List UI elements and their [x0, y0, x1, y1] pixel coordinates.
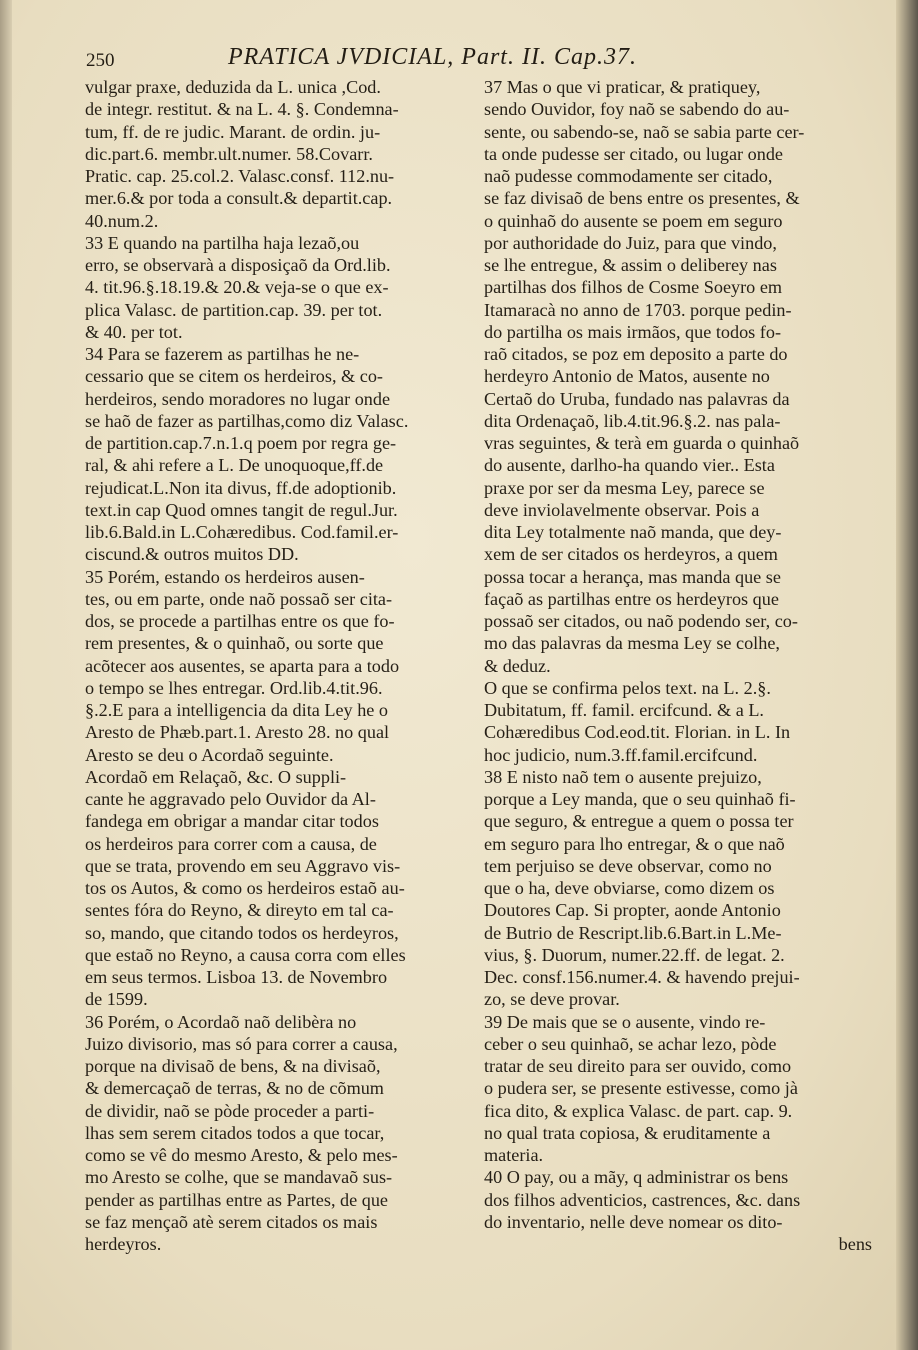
- text-line: os herdeiros para correr com a causa, de: [85, 833, 377, 854]
- text-line: vius, §. Duorum, numer.22.ff. de legat. 2.: [484, 944, 785, 965]
- text-line: de Butrio de Rescript.lib.6.Bart.in L.Me-: [484, 922, 782, 943]
- text-line: fica dito, & explica Valasc. de part. cap. 9.: [484, 1100, 793, 1121]
- text-line: ta onde pudesse ser citado, ou lugar onde: [484, 143, 783, 164]
- text-line: de integr. restitut. & na L. 4. §. Condemna-: [85, 99, 399, 120]
- text-line: ral, & ahi refere a L. De unoquoque,ff.de: [85, 455, 384, 476]
- text-line: dos filhos adventicios, castrences, &c. dans: [484, 1189, 801, 1210]
- text-line: Pratic. cap. 25.col.2. Valasc.consf. 112.nu-: [85, 166, 395, 186]
- text-line: se faz mençaõ atè serem citados os mais: [85, 1211, 378, 1232]
- text-line: 38 E nisto naõ tem o ausente prejuizo,: [484, 766, 762, 787]
- text-line: herdeyro Antonio de Matos, ausente no: [484, 366, 770, 387]
- text-line: tes, ou em parte, onde naõ possaõ ser cita-: [85, 588, 393, 609]
- page-number: 250: [86, 50, 115, 71]
- text-line: pender as partilhas entre as Partes, de que: [85, 1189, 389, 1210]
- text-line: §.2.E para a intelligencia da dita Ley he o: [85, 700, 388, 720]
- text-line: Aresto de Phæb.part.1. Aresto 28. no qual: [85, 722, 390, 743]
- text-line: rejudicat.L.Non ita divus, ff.de adoptionib.: [85, 477, 397, 498]
- text-line: lib.6.Bald.in L.Cohæredibus. Cod.famil.er-: [85, 522, 399, 542]
- text-line: O que se confirma pelos text. na L. 2.§.: [484, 677, 771, 698]
- text-line: do ausente, darlho-ha quando vier.. Esta: [484, 455, 775, 476]
- text-line: dic.part.6. membr.ult.numer. 58.Covarr.: [85, 143, 373, 164]
- text-line: 37 Mas o que vi praticar, & pratiquey,: [484, 77, 761, 97]
- text-line: tos os Autos, & como os herdeiros estaõ au-: [85, 878, 405, 898]
- text-line: do inventario, nelle deve nomear os dito-: [484, 1211, 783, 1232]
- text-line: erro, se observarà a disposiçaõ da Ord.lib.: [85, 255, 391, 275]
- text-line: bens: [838, 1234, 872, 1254]
- text-line: deve inviolavelmente observar. Pois a: [484, 499, 760, 520]
- text-line: Juizo divisorio, mas só para correr a causa,: [85, 1033, 398, 1054]
- text-line: Cohæredibus Cod.eod.tit. Florian. in L. In: [484, 722, 791, 743]
- text-line: mer.6.& por toda a consult.& departit.cap.: [85, 188, 393, 209]
- text-line: sente, ou sabendo-se, naõ se sabia parte cer-: [484, 121, 805, 142]
- text-line: 4. tit.96.§.18.19.& 20.& veja-se o que ex-: [85, 277, 389, 298]
- text-line: 35 Porém, estando os herdeiros ausen-: [85, 566, 365, 587]
- text-line: de 1599.: [85, 989, 148, 1010]
- text-line: plica Valasc. de partition.cap. 39. per tot.: [85, 299, 383, 320]
- text-line: que seguro, & entregue a quem o possa ter: [484, 811, 794, 832]
- text-line: & demercaçaõ de terras, & no de cõmum: [85, 1078, 384, 1099]
- text-line: raõ citados, se poz em deposito a parte do: [484, 344, 788, 364]
- text-line: possaõ ser citados, ou naõ podendo ser, co-: [484, 611, 798, 631]
- text-line: 33 E quando na partilha haja lezaõ,ou: [85, 232, 360, 253]
- text-line: Doutores Cap. Si propter, aonde Antonio: [484, 900, 781, 921]
- text-line: zo, se deve provar.: [484, 989, 620, 1010]
- text-line: partilhas dos filhos de Cosme Soeyro em: [484, 277, 783, 298]
- text-line: sendo Ouvidor, foy naõ se sabendo do au-: [484, 99, 790, 120]
- text-line: ceber o seu quinhaõ, se achar lezo, pòde: [484, 1033, 777, 1054]
- text-line: se lhe entregue, & assim o deliberey nas: [484, 255, 777, 275]
- text-line: vras seguintes, & terà em guarda o quinhaõ: [484, 433, 800, 453]
- text-line: & 40. per tot.: [85, 321, 183, 342]
- text-line: o quinhaõ do ausente se poem em seguro: [484, 210, 783, 231]
- text-line: Dubitatum, ff. famil. ercifcund. & a L.: [484, 700, 764, 720]
- text-line: se haõ de fazer as partilhas,como diz Valasc.: [85, 410, 409, 431]
- text-line: Aresto se deu o Acordaõ seguinte.: [85, 744, 334, 765]
- text-line: ciscund.& outros muitos DD.: [85, 544, 299, 565]
- page-edge: [896, 0, 918, 1350]
- text-line: so, mando, que citando todos os herdeyros,: [85, 922, 399, 943]
- text-line: tum, ff. de re judic. Marant. de ordin. ju-: [85, 121, 381, 142]
- text-line: que estaõ no Reyno, a causa corra com elles: [85, 944, 406, 965]
- text-line: lhas sem serem citados todos a que tocar,: [85, 1122, 385, 1143]
- text-line: herdeiros, sendo moradores no lugar onde: [85, 388, 391, 409]
- text-line: fandega em obrigar a mandar citar todos: [85, 811, 379, 832]
- text-line: 34 Para se fazerem as partilhas he ne-: [85, 344, 360, 364]
- text-line: 40.num.2.: [85, 210, 159, 231]
- text-line: porque a Ley manda, que o seu quinhaõ fi-: [484, 789, 796, 809]
- text-line: dos, se procede a partilhas entre os que fo-: [85, 611, 395, 631]
- text-line: possa tocar a herança, mas manda que se: [484, 566, 781, 587]
- text-line: façaõ as partilhas entre os herdeyros que: [484, 588, 779, 609]
- text-line: praxe por ser da mesma Ley, parece se: [484, 477, 765, 498]
- text-line: como se vê do mesmo Aresto, & pelo mes-: [85, 1145, 398, 1165]
- text-line: sentes fóra do Reyno, & direyto em tal ca-: [85, 900, 394, 921]
- running-title: PRATICA JVDICIAL, Part. II. Cap.37.: [228, 44, 637, 70]
- text-line: porque na divisaõ de bens, & na divisaõ,: [85, 1056, 381, 1076]
- text-line: & deduz.: [484, 655, 551, 676]
- text-line: rem presentes, & o quinhaõ, ou sorte que: [85, 633, 384, 654]
- text-line: de partition.cap.7.n.1.q poem por regra ge-: [85, 433, 397, 453]
- text-line: xem de ser citados os herdeyros, a quem: [484, 544, 778, 565]
- text-line: mo Aresto se colhe, que se mandavaõ sus-: [85, 1167, 393, 1188]
- text-line: em seus termos. Lisboa 13. de Novembro: [85, 967, 388, 987]
- text-line: tem perjuiso se deve observar, como no: [484, 855, 772, 876]
- text-line: tratar de seu direito para ser ouvido, como: [484, 1056, 792, 1076]
- text-line: que se trata, provendo em seu Aggravo vis-: [85, 855, 401, 876]
- text-line: vulgar praxe, deduzida da L. unica ,Cod.: [85, 77, 381, 97]
- text-line: se faz divisaõ de bens entre os presentes, &: [484, 188, 800, 209]
- text-line: em seguro para lho entregar, & o que naõ: [484, 833, 785, 854]
- text-line: acõtecer aos ausentes, se aparta para a todo: [85, 655, 400, 676]
- text-line: de dividir, naõ se pòde proceder a parti-: [85, 1100, 375, 1121]
- text-line: Acordaõ em Relaçaõ, &c. O suppli-: [85, 766, 347, 787]
- text-line: Certaõ do Uruba, fundado nas palavras da: [484, 388, 790, 409]
- text-line: por authoridade do Juiz, para que vindo,: [484, 232, 777, 253]
- text-line: no qual trata copiosa, & eruditamente a: [484, 1122, 771, 1143]
- text-line: cessario que se citem os herdeiros, & co-: [85, 366, 383, 387]
- text-line: mo das palavras da mesma Ley se colhe,: [484, 633, 780, 654]
- right-text-column: [484, 76, 872, 1255]
- text-line: materia.: [484, 1145, 544, 1165]
- left-text-column: [85, 76, 473, 1255]
- text-line: text.in cap Quod omnes tangit de regul.Jur.: [85, 499, 398, 520]
- text-line: Itamaracà no anno de 1703. porque pedin-: [484, 299, 792, 320]
- page-spine-shadow: [0, 0, 12, 1350]
- text-line: cante he aggravado pelo Ouvidor da Al-: [85, 789, 376, 809]
- text-line: do partilha os mais irmãos, que todos fo-: [484, 321, 782, 342]
- text-line: o pudera ser, se presente estivesse, como jà: [484, 1078, 798, 1099]
- page-header: [78, 44, 878, 74]
- text-line: que o ha, deve obviarse, como dizem os: [484, 878, 775, 898]
- text-line: hoc judicio, num.3.ff.famil.ercifcund.: [484, 744, 758, 765]
- text-line: dita Ley totalmente naõ manda, que dey-: [484, 522, 782, 542]
- text-line: 39 De mais que se o ausente, vindo re-: [484, 1011, 766, 1032]
- text-line: naõ pudesse commodamente ser citado,: [484, 166, 773, 186]
- text-line: 40 O pay, ou a mãy, q administrar os bens: [484, 1167, 789, 1188]
- text-line: 36 Porém, o Acordaõ naõ delibèra no: [85, 1011, 357, 1032]
- text-line: Dec. consf.156.numer.4. & havendo prejui-: [484, 967, 800, 987]
- text-line: o tempo se lhes entregar. Ord.lib.4.tit.96.: [85, 677, 383, 698]
- text-line: herdeyros.: [85, 1234, 162, 1254]
- text-line: dita Ordenaçaõ, lib.4.tit.96.§.2. nas pala-: [484, 410, 781, 431]
